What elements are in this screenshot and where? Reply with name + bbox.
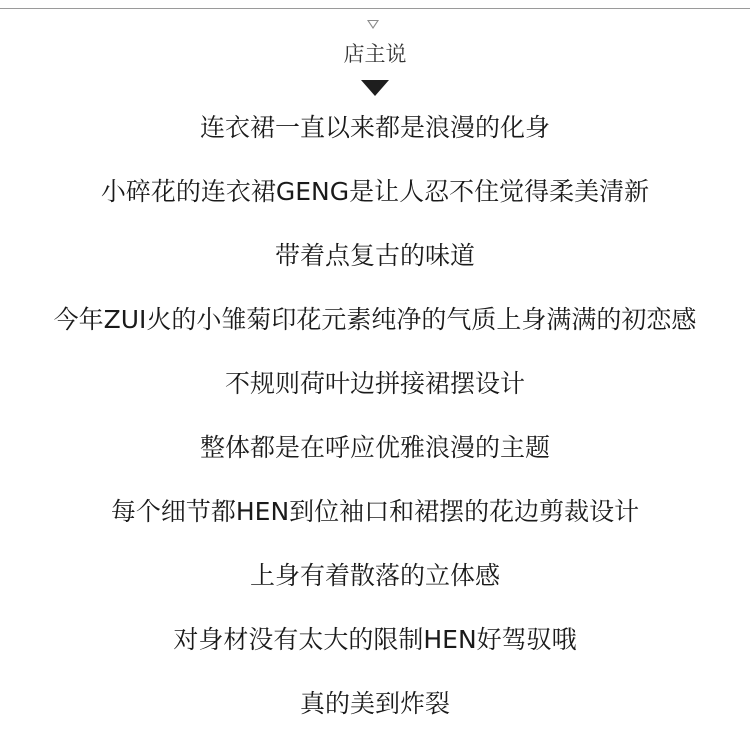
- top-divider: [0, 8, 750, 9]
- description-line: 真的美到炸裂: [299, 689, 450, 718]
- description-line: 小碎花的连衣裙GENG是让人忍不住觉得柔美清新: [100, 177, 650, 206]
- description-line: 整体都是在呼应优雅浪漫的主题: [199, 433, 550, 462]
- description-lines: [0, 108, 750, 748]
- description-line: 每个细节都HEN到位袖口和裙摆的花边剪裁设计: [110, 497, 640, 526]
- description-line: 不规则荷叶边拼接裙摆设计: [224, 369, 525, 398]
- description-line: 连衣裙一直以来都是浪漫的化身: [199, 113, 550, 142]
- description-line: 带着点复古的味道: [274, 241, 475, 270]
- small-outline-triangle-down-icon: [367, 20, 379, 29]
- description-line: 对身材没有太大的限制HEN好驾驭哦: [173, 625, 577, 654]
- solid-triangle-down-icon: [361, 80, 389, 96]
- description-line: 上身有着散落的立体感: [249, 561, 500, 590]
- description-line: 今年ZUI火的小雏菊印花元素纯净的气质上身满满的初恋感: [53, 305, 697, 334]
- section-title: 店主说: [343, 42, 407, 66]
